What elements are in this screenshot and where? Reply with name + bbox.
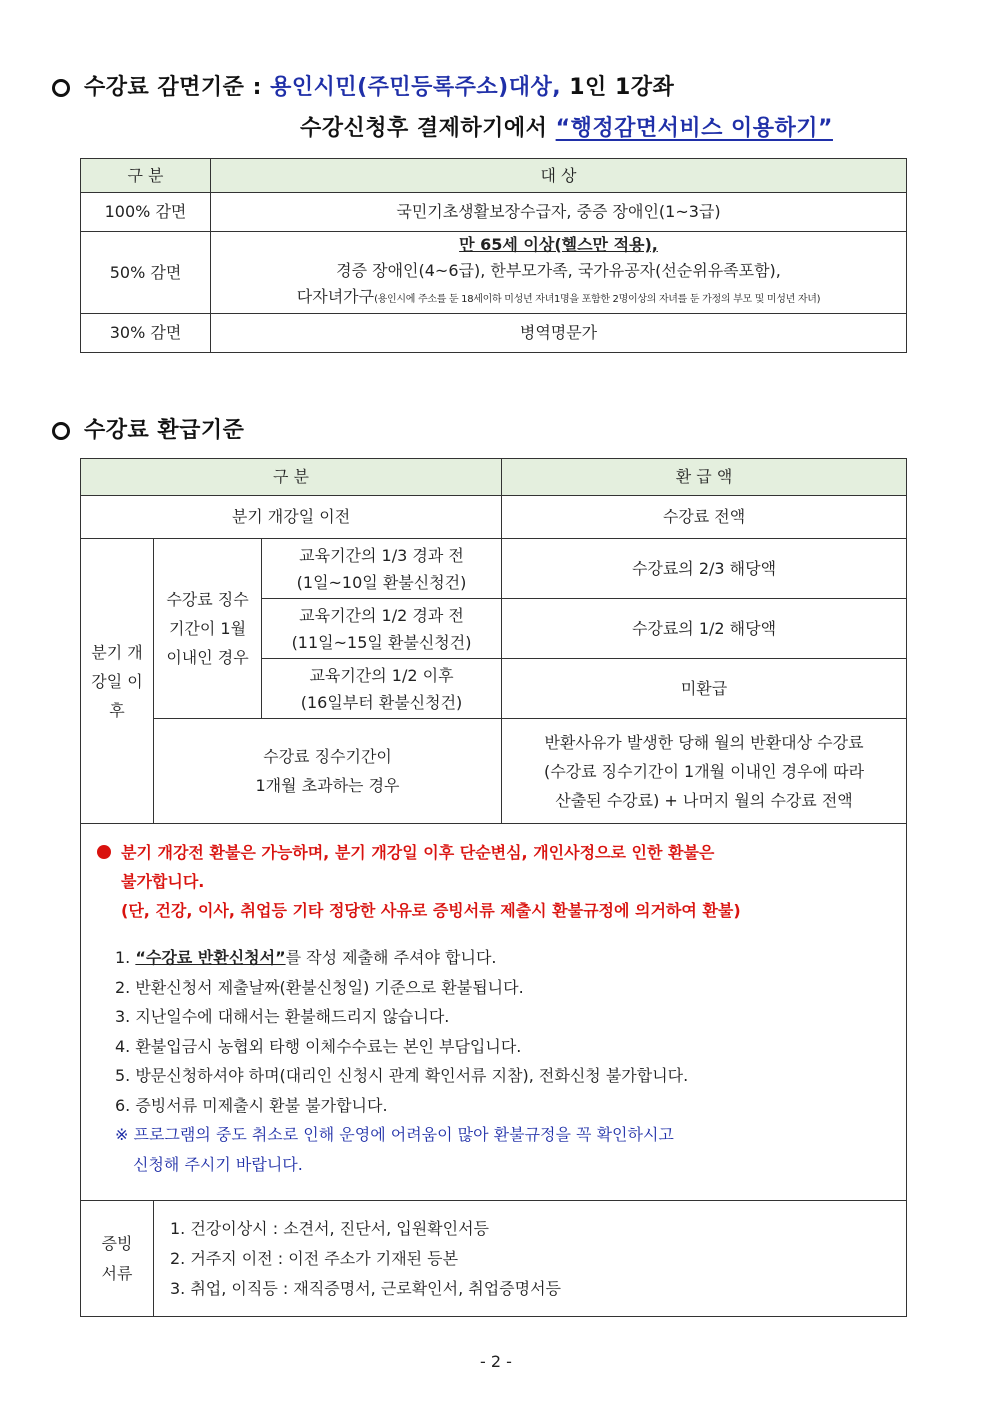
reduction-target-30: 병역명문가 bbox=[211, 314, 907, 353]
refund-title bbox=[52, 413, 244, 444]
multichild-note: (용인시에 주소를 둔 18세이하 미성년 자녀1명을 포함한 2명이상의 자녀를 둔 가정의 부모 및 미성년 자녀) bbox=[374, 294, 821, 305]
period-line1: 교육기간의 1/3 경과 전 bbox=[299, 545, 464, 565]
before-start-label: 분기 개강일 이전 bbox=[81, 496, 502, 539]
reduction-title-prefix: 수강료 감면기준 : bbox=[84, 75, 262, 100]
reduction-rate-100: 100% 감면 bbox=[81, 193, 211, 232]
red-dot-icon bbox=[97, 845, 111, 859]
period-amount: 미환급 bbox=[502, 659, 907, 719]
proof-label-line1: 증빙 bbox=[101, 1233, 133, 1253]
period-amount: 수강료의 2/3 해당액 bbox=[502, 539, 907, 599]
notice-blue-line1: ※ 프로그램의 중도 취소로 인해 운영에 어려움이 많아 환불규정을 꼭 확인하시고 bbox=[115, 1125, 674, 1144]
over-amount-line1: 반환사유가 발생한 당해 월의 반환대상 수강료 bbox=[544, 732, 864, 752]
period-row bbox=[262, 539, 502, 599]
reduction-subtitle bbox=[300, 111, 833, 142]
before-start-amount: 수강료 전액 bbox=[502, 496, 907, 539]
refund-title-text: 수강료 환급기준 bbox=[84, 418, 245, 443]
list-item bbox=[115, 943, 888, 973]
after-start-text: 분기 개강일 이후 bbox=[91, 642, 143, 720]
notice-red-line2: 불가합니다. bbox=[121, 872, 205, 891]
over-amount-line3: 산출된 수강료) + 나머지 월의 수강료 전액 bbox=[555, 790, 853, 810]
refund-rules-list bbox=[115, 943, 888, 1120]
reduction-target-50 bbox=[211, 232, 907, 314]
list-item: 5. 방문신청하셔야 하며(대리인 신청시 관계 확인서류 지참), 전화신청 불가합니다. bbox=[115, 1066, 689, 1085]
within-month-text: 수강료 징수기간이 1월 이내인 경우 bbox=[166, 590, 249, 667]
notice-red-line1 bbox=[97, 838, 888, 867]
reduction-header-category: 구 분 bbox=[81, 159, 211, 193]
period-line2: (1일~10일 환불신청건) bbox=[296, 572, 467, 592]
disabled-line: 경증 장애인(4~6급), 한부모가족, 국가유공자(선순위유족포함), bbox=[336, 261, 781, 280]
period-line1: 교육기간의 1/2 이후 bbox=[309, 665, 454, 685]
multichild-main: 다자녀가구 bbox=[296, 287, 375, 306]
item1-form-name: “수강료 반환신청서” bbox=[135, 948, 286, 967]
reduction-rate-30: 30% 감면 bbox=[81, 314, 211, 353]
reduction-subtitle-service: “행정감면서비스 이용하기” bbox=[555, 116, 833, 141]
over-month-label bbox=[154, 719, 502, 824]
refund-table bbox=[80, 458, 907, 1317]
circle-bullet-icon bbox=[52, 422, 70, 440]
proof-item: 1. 건강이상시 : 소견서, 진단서, 입원확인서등 bbox=[170, 1218, 490, 1238]
refund-header-amount: 환 급 액 bbox=[502, 459, 907, 496]
circle-bullet-icon bbox=[52, 79, 70, 97]
proof-item: 3. 취업, 이직등 : 재직증명서, 근로확인서, 취업증명서등 bbox=[170, 1278, 562, 1298]
within-month-label bbox=[154, 539, 262, 719]
over-month-line1: 수강료 징수기간이 bbox=[263, 747, 392, 766]
reduction-header-target: 대 상 bbox=[211, 159, 907, 193]
proof-item: 2. 거주지 이전 : 이전 주소가 기재된 등본 bbox=[170, 1248, 459, 1268]
period-amount: 수강료의 1/2 해당액 bbox=[502, 599, 907, 659]
item1-rest: 를 작성 제출해 주셔야 합니다. bbox=[285, 948, 497, 967]
over-month-line2: 1개월 초과하는 경우 bbox=[255, 776, 400, 795]
list-item: 6. 증빙서류 미제출시 환불 불가합니다. bbox=[115, 1095, 388, 1115]
period-row bbox=[262, 659, 502, 719]
reduction-subtitle-prefix: 수강신청후 결제하기에서 bbox=[300, 116, 548, 141]
notice-blue-line2: 신청해 주시기 바랍니다. bbox=[133, 1154, 303, 1174]
period-line2: (11일~15일 환불신청건) bbox=[291, 632, 472, 652]
list-item: 3. 지난일수에 대해서는 환불해드리지 않습니다. bbox=[115, 1007, 450, 1026]
period-line2: (16일부터 환불신청건) bbox=[300, 692, 463, 712]
reduction-title-suffix: 1인 1강좌 bbox=[569, 75, 675, 100]
reduction-title bbox=[52, 70, 674, 101]
proof-list bbox=[154, 1201, 907, 1317]
reduction-target-100: 국민기초생활보장수급자, 중증 장애인(1~3급) bbox=[211, 193, 907, 232]
list-item: 4. 환불입금시 농협외 타행 이체수수료는 본인 부담입니다. bbox=[115, 1036, 522, 1056]
refund-header-category: 구 분 bbox=[81, 459, 502, 496]
list-item: 2. 반환신청서 제출날짜(환불신청일) 기준으로 환불됩니다. bbox=[115, 977, 524, 997]
reduction-rate-50: 50% 감면 bbox=[81, 232, 211, 314]
refund-notice bbox=[81, 824, 907, 1201]
over-amount-line2: (수강료 징수기간이 1개월 이내인 경우에 따라 bbox=[543, 761, 865, 781]
period-row bbox=[262, 599, 502, 659]
proof-label bbox=[81, 1201, 154, 1317]
multichild-line bbox=[217, 284, 900, 313]
notice-red-line3: (단, 건강, 이사, 취업등 기타 정당한 사유로 증빙서류 제출시 환불규정에 의거하여 환불) bbox=[121, 901, 741, 920]
senior-line: 만 65세 이상(헬스만 적용), bbox=[459, 235, 658, 254]
page-number: - 2 - bbox=[480, 1352, 512, 1371]
reduction-title-target: 용인시민(주민등록주소)대상, bbox=[270, 75, 562, 100]
over-month-amount bbox=[502, 719, 907, 824]
proof-label-line2: 서류 bbox=[101, 1263, 133, 1283]
notice-red-text1: 분기 개강전 환불은 가능하며, 분기 개강일 이후 단순변심, 개인사정으로 인한 환불은 bbox=[121, 843, 715, 862]
after-start-label bbox=[81, 539, 154, 824]
item1-number: 1. bbox=[115, 948, 131, 967]
period-line1: 교육기간의 1/2 경과 전 bbox=[299, 605, 464, 625]
reduction-table bbox=[80, 158, 907, 353]
